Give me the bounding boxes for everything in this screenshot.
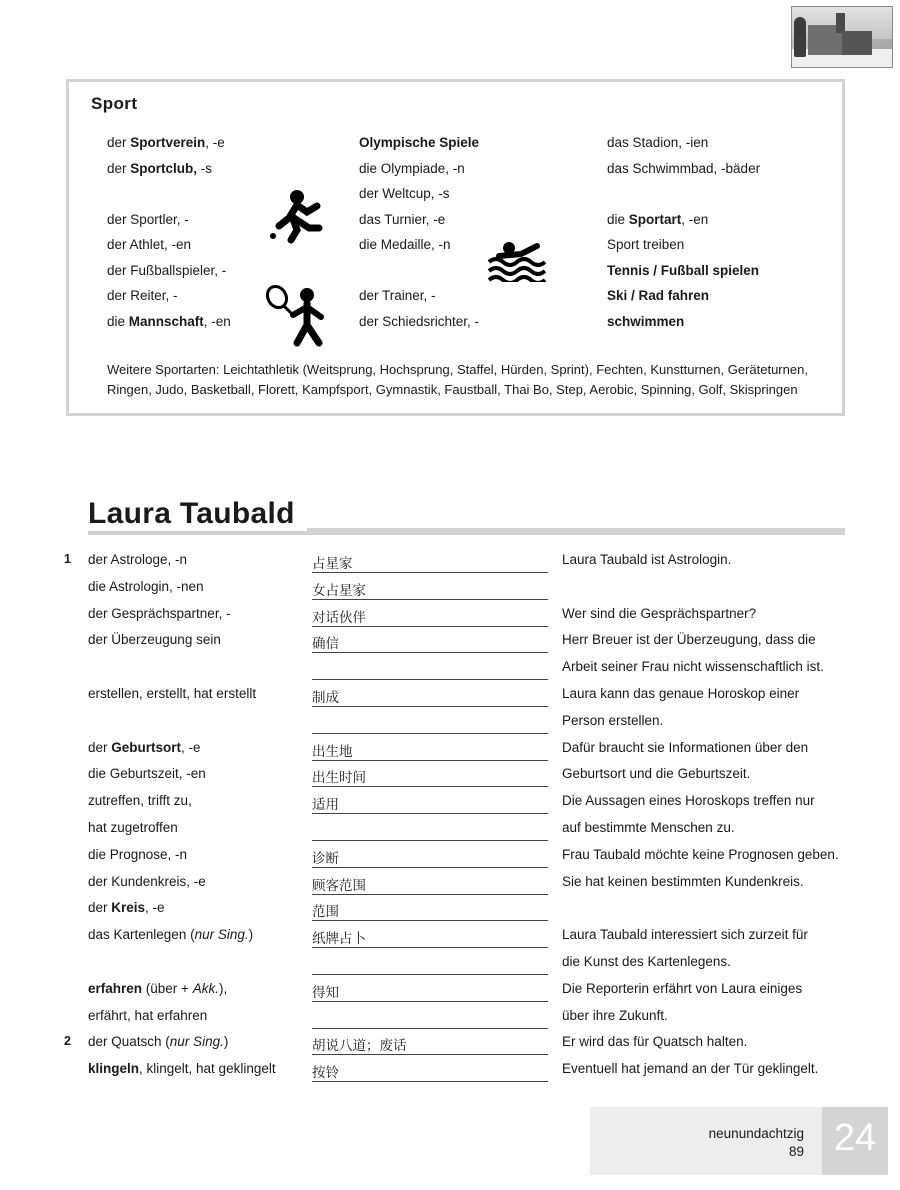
chinese-translation: 范围 [312,900,548,921]
table-row [0,713,900,740]
example-sentence: die Kunst des Kartenlegens. [562,953,731,969]
german-term: hat zugetroffen [88,819,178,835]
page-title: Laura Taubald [88,497,307,531]
header-photo [791,6,893,68]
chinese-translation: 出生地 [312,740,548,761]
chapter-number: 24 [833,1117,877,1159]
photo-tower [836,13,845,33]
sport-entry: der Schiedsrichter, - [359,313,480,329]
example-sentence: Laura Taubald interessiert sich zurzeit für [562,927,808,943]
example-sentence: Frau Taubald möchte keine Prognosen geben. [562,846,839,862]
chinese-translation: 确信 [312,632,548,653]
german-term: erfahren (über + Akk.), [88,980,228,996]
chinese-translation [312,1008,548,1029]
german-term: klingeln, klingelt, hat geklingelt [88,1061,276,1077]
german-term: der Überzeugung sein [88,632,221,648]
footer-page-label [590,1125,804,1161]
sport-entry: der Reiter, - [107,288,178,303]
sport-entry: der Sportclub, -s [107,160,213,176]
table-row [0,847,900,874]
sport-entry: Tennis / Fußball spielen [607,262,760,278]
table-row [0,740,900,767]
sport-entry: schwimmen [607,313,685,329]
german-term: das Kartenlegen (nur Sing.) [88,927,254,943]
german-term: der Kundenkreis, -e [88,873,206,889]
german-term: die Prognose, -n [88,846,188,862]
sport-entry: der Sportverein, -e [107,135,225,150]
sport-entry: das Turnier, -e [359,211,446,227]
table-row [0,606,900,633]
german-term: der Geburtsort, -e [88,739,201,755]
table-row [0,820,900,847]
table-row [0,874,900,901]
german-term: die Astrologin, -nen [88,578,204,594]
table-row [0,1008,900,1035]
german-term: der Quatsch (nur Sing.) [88,1034,229,1050]
table-row [0,579,900,606]
example-sentence: Laura Taubald ist Astrologin. [562,552,732,567]
sport-entry: die Medaille, -n [359,237,451,252]
chinese-translation: 纸牌占卜 [312,927,548,948]
table-row [0,1034,900,1061]
table-row [0,793,900,820]
sport-entry: der Trainer, - [359,288,436,303]
sport-columns [87,130,824,358]
chinese-translation: 按铃 [312,1061,548,1082]
sport-entry [607,181,857,207]
german-term: erstellen, erstellt, hat erstellt [88,685,257,701]
table-row [0,659,900,686]
sport-box-title: Sport [91,94,138,113]
example-sentence: Dafür braucht sie Informationen über den [562,739,809,755]
chinese-translation: 胡说八道；废话 [312,1034,548,1055]
footer-page-number: 89 [788,1144,804,1159]
table-row [0,927,900,954]
chinese-translation [312,820,548,841]
table-row [0,954,900,981]
german-term: der Gesprächspartner, - [88,605,231,621]
sport-entry: die Mannschaft, -en [107,313,231,329]
chinese-translation: 适用 [312,793,548,814]
sport-entry: der Fußballspieler, - [107,262,227,278]
table-row [0,1061,900,1088]
chinese-translation: 制成 [312,686,548,707]
example-sentence: über ihre Zukunft. [562,1007,668,1023]
german-term: zutreffen, trifft zu, [88,793,192,809]
german-term: die Geburtszeit, -en [88,766,206,782]
example-sentence: Sie hat keinen bestimmten Kundenkreis. [562,873,804,889]
sport-entry: der Weltcup, -s [359,186,450,201]
german-term: der Kreis, -e [88,900,165,916]
example-sentence: auf bestimmte Menschen zu. [562,819,735,835]
table-row [0,552,900,579]
example-sentence: Eventuell hat jemand an der Tür geklingelt. [562,1061,819,1077]
german-term: erfährt, hat erfahren [88,1007,208,1023]
runner-icon [267,188,327,244]
german-term: der Astrologe, -n [88,552,188,567]
example-sentence: Laura kann das genaue Horoskop einer [562,685,800,701]
example-sentence: Wer sind die Gesprächspartner? [562,605,757,621]
table-row [0,981,900,1008]
sport-entry: Ski / Rad fahren [607,288,710,303]
sport-entry [359,258,589,284]
swimmer-icon [487,240,549,282]
chinese-translation: 占星家 [312,552,548,573]
photo-building-right [842,31,872,55]
photo-tree [794,17,806,57]
sport-entry: der Sportler, - [107,211,189,227]
sport-entry: das Stadion, -ien [607,135,709,150]
sport-entry: Olympische Spiele [359,135,480,150]
chinese-translation [312,659,548,680]
chinese-translation: 诊断 [312,847,548,868]
table-row [0,766,900,793]
row-number: 1 [64,552,71,566]
example-sentence: Er wird das für Quatsch halten. [562,1034,748,1050]
row-number: 2 [64,1034,71,1049]
chinese-translation: 出生时间 [312,766,548,787]
chinese-translation [312,954,548,975]
example-sentence: Arbeit seiner Frau nicht wissenschaftlich ist. [562,659,824,675]
sport-column-2 [359,130,589,334]
chinese-translation: 得知 [312,981,548,1002]
sport-column-3 [607,130,857,334]
example-sentence: Geburtsort und die Geburtszeit. [562,766,751,782]
chinese-translation: 女占星家 [312,579,548,600]
chinese-translation: 对话伙伴 [312,606,548,627]
vocabulary-list [0,552,900,1088]
example-sentence: Die Reporterin erfährt von Laura einiges [562,980,803,996]
sport-entry: Sport treiben [607,237,685,252]
table-row [0,632,900,659]
table-row [0,900,900,927]
example-sentence: Die Aussagen eines Horoskops treffen nur [562,793,815,809]
example-sentence: Person erstellen. [562,712,664,728]
sport-vocabulary-box [66,79,845,416]
sport-entry: das Schwimmbad, -bäder [607,160,761,176]
sport-box-footnote: Weitere Sportarten: Leichtathletik (Weitsprung, Hochsprung, Staffel, Hürden, Sprint), Fechten, Kunstturnen, Geräteturnen, Ringen, Judo, Basketball, Florett, Kampfsport, Gymnastik, Faustball, Thai Bo, Step, Aerobic, Spinning, Golf, Skispringen [107,362,808,397]
sport-entry: die Sportart, -en [607,211,709,227]
tennis-player-icon [265,285,331,355]
footer-page-word: neunundachtzig [708,1126,804,1141]
chinese-translation [312,713,548,734]
chinese-translation: 顾客范围 [312,874,548,895]
table-row [0,686,900,713]
example-sentence: Herr Breuer ist der Überzeugung, dass die [562,632,816,648]
sport-entry: die Olympiade, -n [359,160,465,176]
sport-entry: der Athlet, -en [107,237,192,252]
